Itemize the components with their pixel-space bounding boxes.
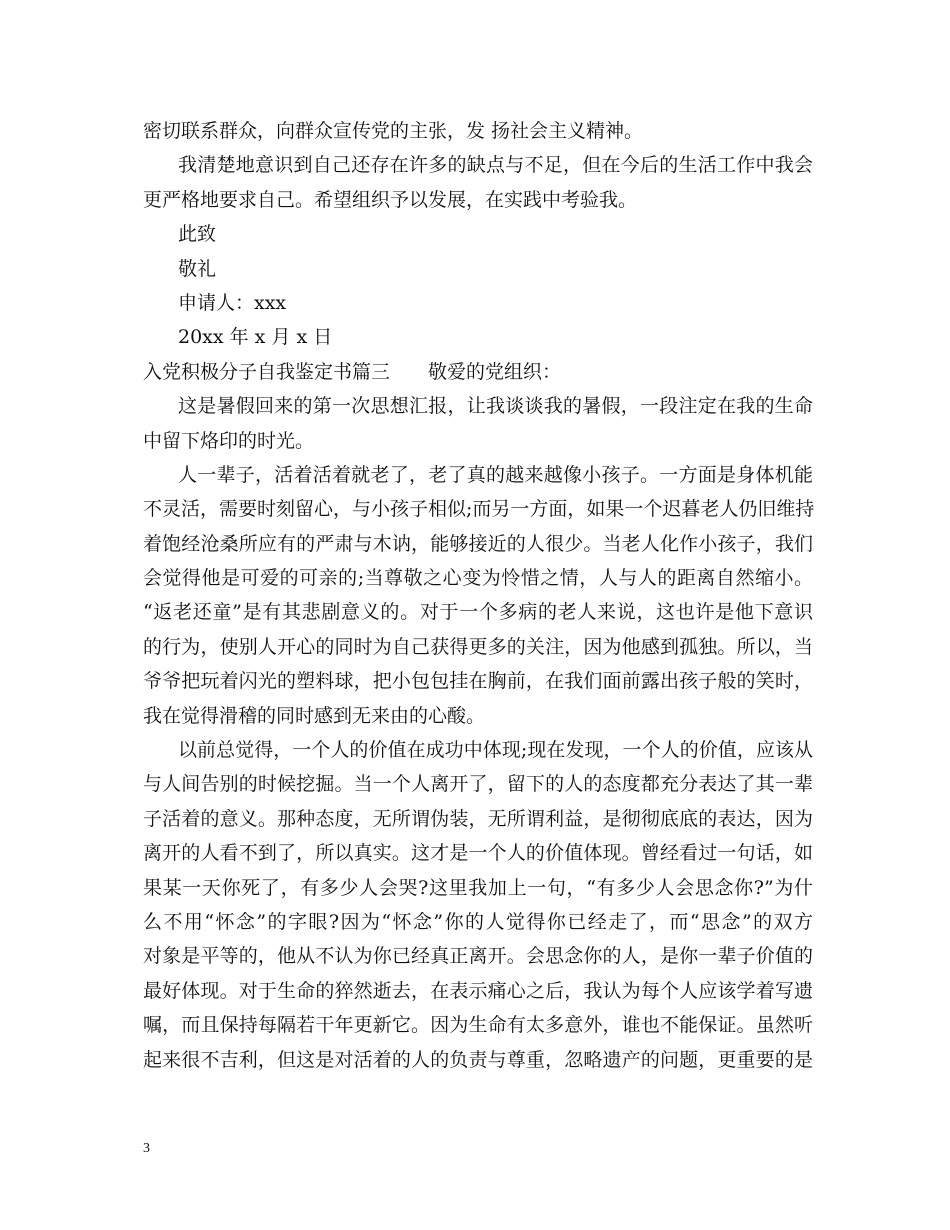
text-line: 的行为，使别人开心的同时为自己获得更多的关注，因为他感到孤独。所以，当 [143, 635, 813, 658]
text-line: 着饱经沧桑所应有的严肃与木讷，能够接近的人很少。当老人化作小孩子，我们 [143, 532, 813, 555]
text-line: 最好体现。对于生命的猝然逝去，在表示痛心之后，我认为每个人应该学着写遗 [143, 979, 813, 1002]
applicant-line: 申请人：xxx [178, 291, 287, 314]
text-line: 我在觉得滑稽的同时感到无来由的心酸。 [143, 704, 486, 727]
text-line: 么不用“怀念”的字眼?因为“怀念”你的人觉得你已经走了，而“思念”的双方 [143, 910, 813, 933]
document-body [143, 114, 813, 1077]
text-line: 子活着的意义。那种态度，无所谓伪装，无所谓利益，是彻彻底底的表达，因为 [143, 807, 813, 830]
text-line: 离开的人看不到了，所以真实。这才是一个人的价值体现。曾经看过一句话，如 [143, 842, 813, 865]
text-line: 嘱，而且保持每隔若干年更新它。因为生命有太多意外，谁也不能保证。虽然听 [143, 1014, 813, 1037]
text-line: 果某一天你死了，有多少人会哭?这里我加上一句，“有多少人会思念你?”为什 [143, 876, 813, 899]
text-line: 对象是平等的，他从不认为你已经真正离开。会思念你的人，是你一辈子价值的 [143, 945, 813, 968]
text-line: 我清楚地意识到自己还存在许多的缺点与不足，但在今后的生活工作中我会 [178, 154, 813, 177]
text-line: 以前总觉得，一个人的价值在成功中体现;现在发现，一个人的价值，应该从 [178, 739, 813, 762]
section-heading: 入党积极分子自我鉴定书篇三 敬爱的党组织： [143, 360, 562, 383]
text-line: 中留下烙印的时光。 [143, 429, 315, 452]
salutation-line: 敬礼 [178, 257, 217, 280]
text-line: 与人间告别的时候挖掘。当一个人离开了，留下的人的态度都充分表达了其一辈 [143, 773, 813, 796]
text-line: 密切联系群众，向群众宣传党的主张，发 扬社会主义精神。 [143, 120, 644, 142]
date-line: 20xx 年 x 月 x 日 [178, 326, 333, 349]
text-line: 爷爷把玩着闪光的塑料球，把小包包挂在胸前，在我们面前露出孩子般的笑时， [143, 670, 813, 693]
text-line: 人一辈子，活着活着就老了，老了真的越来越像小孩子。一方面是身体机能 [178, 463, 813, 486]
text-line: 不灵活，需要时刻留心，与小孩子相似;而另一方面，如果一个迟暮老人仍旧维持 [143, 498, 815, 521]
closing-line: 此致 [178, 223, 217, 246]
text-line: 这是暑假回来的第一次思想汇报，让我谈谈我的暑假，一段注定在我的生命 [178, 395, 813, 418]
text-line: 更严格地要求自己。希望组织予以发展，在实践中考验我。 [143, 188, 638, 211]
text-line: 起来很不吉利，但这是对活着的人的负责与尊重，忽略遗产的问题，更重要的是 [143, 1048, 813, 1071]
page-number: 3 [143, 1141, 150, 1156]
text-line: “返老还童”是有其悲剧意义的。对于一个多病的老人来说，这也许是他下意识 [143, 601, 813, 624]
text-line: 会觉得他是可爱的可亲的;当尊敬之心变为怜惜之情，人与人的距离自然缩小。 [143, 567, 813, 590]
